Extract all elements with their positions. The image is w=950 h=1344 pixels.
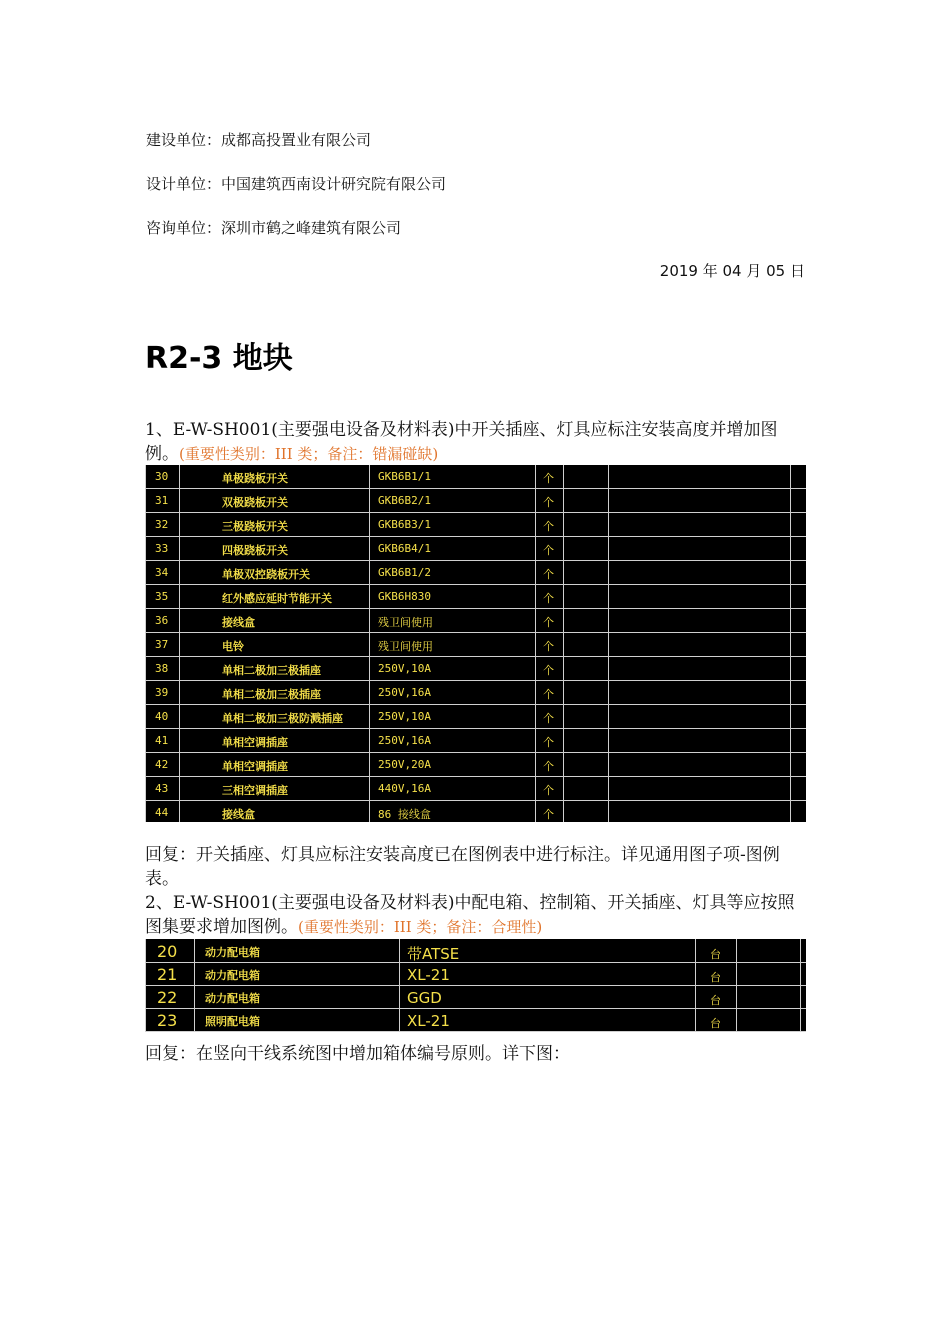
cell-no: 31 <box>155 494 169 507</box>
item1-note: (重要性类别：III 类；备注：错漏碰缺) <box>179 445 439 463</box>
cell-unit: 台 <box>710 1017 721 1030</box>
cell-name: 双极跷板开关 <box>222 496 288 509</box>
cell-name: 单相空调插座 <box>222 760 288 773</box>
cell-unit: 个 <box>543 712 554 725</box>
cell-name: 单相空调插座 <box>222 736 288 749</box>
cell-spec: 250V,16A <box>378 734 431 747</box>
cell-name: 动力配电箱 <box>205 992 260 1005</box>
cell-name: 单相二极加三极防溅插座 <box>222 712 343 725</box>
cell-spec: 250V,10A <box>378 710 431 723</box>
document-date: 2019 年 04 月 05 日 <box>659 262 805 280</box>
cell-unit: 个 <box>543 688 554 701</box>
table-row <box>145 561 806 585</box>
cell-no: 37 <box>155 638 169 651</box>
table-row <box>145 729 806 753</box>
cell-unit: 个 <box>543 592 554 605</box>
cad-table-1 <box>145 465 806 822</box>
cell-unit: 个 <box>543 808 554 821</box>
table-row <box>145 705 806 729</box>
cell-spec: 86 接线盒 <box>378 808 431 821</box>
table-row <box>145 753 806 777</box>
cell-name: 动力配电箱 <box>205 946 260 959</box>
item2-paragraph <box>145 891 807 939</box>
item1-reply: 回复：开关插座、灯具应标注安装高度已在图例表中进行标注。详见通用图子项-图例表。 <box>145 845 780 889</box>
designer-line: 设计单位：中国建筑西南设计研究院有限公司 <box>146 175 447 193</box>
item2-text: 2、E-W-SH001(主要强电设备及材料表)中配电箱、控制箱、开关插座、灯具等应按照图集要求增加图例。 <box>145 893 795 937</box>
cell-no: 35 <box>155 590 169 603</box>
cell-name: 单极双控跷板开关 <box>222 568 310 581</box>
cell-no: 20 <box>157 942 178 961</box>
cell-name: 照明配电箱 <box>205 1015 260 1028</box>
cell-no: 41 <box>155 734 169 747</box>
cell-name: 单相二极加三极插座 <box>222 688 321 701</box>
cell-no: 36 <box>155 614 169 627</box>
cell-name: 电铃 <box>222 640 244 653</box>
cell-name: 四极跷板开关 <box>222 544 288 557</box>
cell-no: 34 <box>155 566 169 579</box>
cell-name: 单相二极加三极插座 <box>222 664 321 677</box>
cell-name: 红外感应延时节能开关 <box>222 592 332 605</box>
table-row <box>145 465 806 489</box>
cell-no: 33 <box>155 542 169 555</box>
cell-unit: 个 <box>543 472 554 485</box>
cell-spec: 残卫间使用 <box>378 616 433 629</box>
table-row <box>145 609 806 633</box>
cell-name: 三相空调插座 <box>222 784 288 797</box>
cell-spec: 440V,16A <box>378 782 431 795</box>
cell-no: 38 <box>155 662 169 675</box>
cell-spec: XL-21 <box>407 966 450 984</box>
cell-no: 21 <box>157 965 178 984</box>
cell-spec: XL-21 <box>407 1012 450 1030</box>
cell-unit: 个 <box>543 736 554 749</box>
table-row <box>145 940 806 963</box>
table-row <box>145 963 806 986</box>
cell-name: 动力配电箱 <box>205 969 260 982</box>
item1-text: 1、E-W-SH001(主要强电设备及材料表)中开关插座、灯具应标注安装高度并增加图例。 <box>145 420 778 464</box>
cell-spec: GKB6B4/1 <box>378 542 431 555</box>
cell-unit: 个 <box>543 616 554 629</box>
cell-no: 30 <box>155 470 169 483</box>
item2-reply: 回复：在竖向干线系统图中增加箱体编号原则。详下图： <box>145 1044 570 1064</box>
table-row <box>145 777 806 801</box>
item1-paragraph <box>145 418 807 466</box>
cell-name: 三极跷板开关 <box>222 520 288 533</box>
cell-no: 42 <box>155 758 169 771</box>
cell-unit: 个 <box>543 664 554 677</box>
cell-no: 23 <box>157 1011 178 1030</box>
cell-unit: 个 <box>543 784 554 797</box>
cell-spec: GKB6B1/2 <box>378 566 431 579</box>
table-row <box>145 801 806 822</box>
owner-line: 建设单位：成都高投置业有限公司 <box>146 131 372 149</box>
cell-spec: GKB6B2/1 <box>378 494 431 507</box>
cell-unit: 台 <box>710 994 721 1007</box>
table-row <box>145 489 806 513</box>
cell-unit: 台 <box>710 971 721 984</box>
cell-spec: 250V,10A <box>378 662 431 675</box>
table-row <box>145 513 806 537</box>
cell-spec: GKB6H830 <box>378 590 431 603</box>
cell-unit: 个 <box>543 544 554 557</box>
cell-name: 接线盒 <box>222 616 255 629</box>
cell-no: 43 <box>155 782 169 795</box>
cell-spec: 250V,20A <box>378 758 431 771</box>
cell-name: 单极跷板开关 <box>222 472 288 485</box>
cell-spec: 带ATSE <box>407 945 460 963</box>
table-row <box>145 1009 806 1032</box>
cell-spec: GKB6B3/1 <box>378 518 431 531</box>
cell-unit: 个 <box>543 520 554 533</box>
cell-no: 32 <box>155 518 169 531</box>
cell-no: 22 <box>157 988 178 1007</box>
cell-no: 40 <box>155 710 169 723</box>
item2-note: (重要性类别：III 类；备注：合理性) <box>298 918 543 936</box>
table-row <box>145 986 806 1009</box>
cell-name: 接线盒 <box>222 808 255 821</box>
cad-table-2 <box>145 939 806 1032</box>
cell-spec: 残卫间使用 <box>378 640 433 653</box>
cell-no: 44 <box>155 806 169 819</box>
consultant-line: 咨询单位：深圳市鹤之峰建筑有限公司 <box>146 219 402 237</box>
cell-spec: GKB6B1/1 <box>378 470 431 483</box>
cell-unit: 台 <box>710 948 721 961</box>
table-row <box>145 633 806 657</box>
cell-spec: 250V,16A <box>378 686 431 699</box>
cell-no: 39 <box>155 686 169 699</box>
table-row <box>145 585 806 609</box>
cell-unit: 个 <box>543 760 554 773</box>
table-row <box>145 537 806 561</box>
section-title: R2-3 地块 <box>145 341 293 376</box>
table-row <box>145 681 806 705</box>
cell-unit: 个 <box>543 496 554 509</box>
cell-unit: 个 <box>543 640 554 653</box>
cell-spec: GGD <box>407 989 442 1007</box>
cell-unit: 个 <box>543 568 554 581</box>
table-row <box>145 657 806 681</box>
